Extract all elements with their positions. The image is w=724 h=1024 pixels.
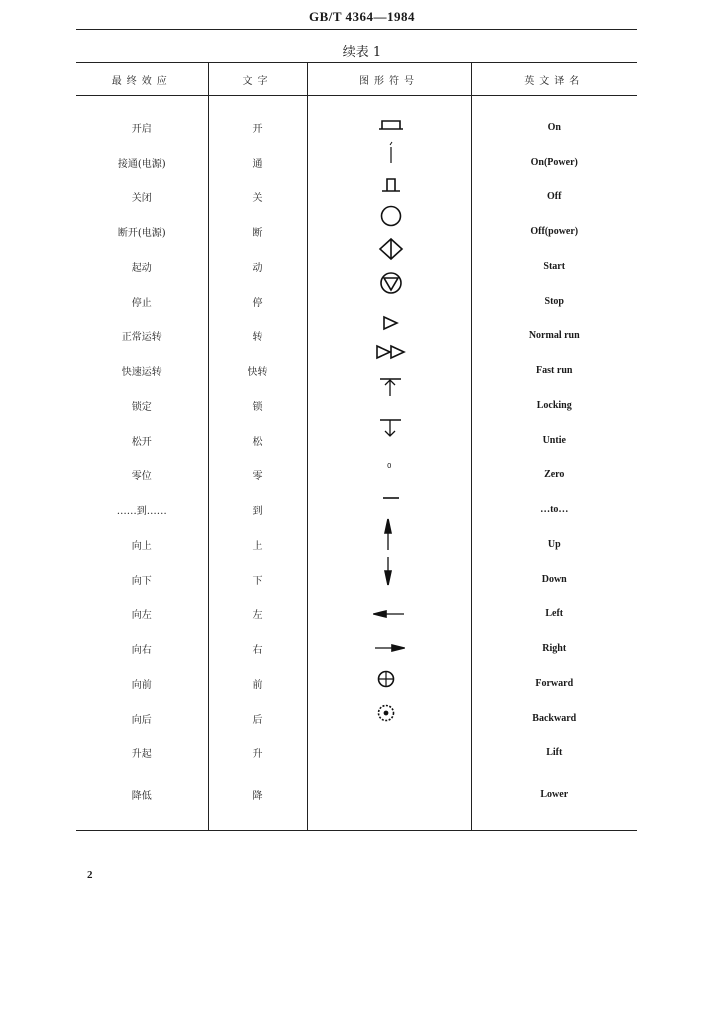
- zero-icon: [387, 462, 391, 470]
- table-caption: 续表 1: [342, 45, 382, 60]
- english-cell: Untie: [542, 434, 566, 446]
- header-rule: [76, 29, 637, 30]
- english-cell: Down: [541, 573, 567, 585]
- char-cell: 转: [208, 319, 307, 354]
- graphic-symbols: [307, 95, 471, 815]
- effect-cell: 停止: [76, 284, 208, 319]
- effect-cell: 起动: [76, 249, 208, 284]
- up-arrow-icon: [385, 519, 391, 550]
- page-number: 2: [87, 869, 93, 881]
- left-arrow-icon: [373, 611, 404, 617]
- off-power-icon: [382, 207, 401, 226]
- backward-icon: [379, 706, 394, 721]
- effect-cell: 降低: [76, 770, 208, 831]
- english-cell: Left: [545, 608, 564, 620]
- column-header-english: 英文译名: [471, 63, 637, 96]
- effect-cell: 向上: [76, 527, 208, 562]
- char-cell: 停: [208, 284, 307, 319]
- normal-run-icon: [384, 317, 397, 329]
- column-header-effect: 最终效应: [76, 63, 208, 96]
- char-cell: 开: [208, 96, 307, 145]
- english-cell: On: [547, 121, 561, 133]
- char-cell: 右: [208, 631, 307, 666]
- fast-run-icon: [377, 346, 404, 358]
- effect-cell: 向右: [76, 631, 208, 666]
- char-cell: 快转: [208, 353, 307, 388]
- english-cell: Stop: [544, 295, 564, 307]
- english-cell: Start: [543, 260, 566, 272]
- start-icon: [380, 239, 402, 259]
- char-cell: 通: [208, 145, 307, 180]
- char-cell: 上: [208, 527, 307, 562]
- effect-cell: 关闭: [76, 180, 208, 215]
- effect-cell: 向下: [76, 562, 208, 597]
- char-cell: 前: [208, 666, 307, 701]
- char-cell: 降: [208, 770, 307, 831]
- english-cell: …to…: [540, 504, 569, 516]
- effect-cell: 正常运转: [76, 319, 208, 354]
- english-cell: Locking: [536, 399, 572, 411]
- char-cell: 左: [208, 597, 307, 632]
- effect-cell: 开启: [76, 96, 208, 145]
- column-header-char: 文字: [208, 63, 307, 96]
- char-cell: 关: [208, 180, 307, 215]
- effect-cell: 锁定: [76, 388, 208, 423]
- english-cell: Off: [547, 191, 562, 203]
- char-cell: 下: [208, 562, 307, 597]
- english-cell: Off(power): [530, 226, 579, 238]
- effect-cell: 接通(电源): [76, 145, 208, 180]
- english-cell: Lower: [540, 788, 569, 800]
- english-cell: Zero: [544, 469, 565, 481]
- effect-cell: 向后: [76, 701, 208, 736]
- on-power-icon: [390, 142, 392, 163]
- english-cell: Lift: [546, 747, 563, 759]
- english-cell: Up: [547, 538, 561, 550]
- char-cell: 断: [208, 214, 307, 249]
- english-cell: Backward: [532, 712, 577, 724]
- char-cell: 松: [208, 423, 307, 458]
- down-arrow-icon: [385, 557, 391, 585]
- char-cell: 升: [208, 736, 307, 771]
- locking-icon: [380, 379, 401, 396]
- off-icon: [382, 179, 400, 191]
- effect-cell: 断开(电源): [76, 214, 208, 249]
- column-header-symbol: 图形符号: [307, 63, 471, 96]
- char-cell: 到: [208, 492, 307, 527]
- char-cell: 动: [208, 249, 307, 284]
- effect-cell: 向左: [76, 597, 208, 632]
- english-cell: Fast run: [536, 365, 573, 377]
- right-arrow-icon: [375, 645, 405, 651]
- english-cell: Forward: [535, 677, 574, 689]
- standard-header: GB/T 4364—1984: [308, 9, 416, 24]
- english-cell: On(Power): [530, 156, 578, 168]
- effect-cell: 向前: [76, 666, 208, 701]
- forward-icon: [379, 672, 394, 687]
- effect-cell: 快速运转: [76, 353, 208, 388]
- effect-cell: 零位: [76, 458, 208, 493]
- table-header-row: [76, 63, 637, 96]
- english-cell: Normal run: [528, 330, 580, 342]
- on-icon: [379, 121, 403, 129]
- effect-cell: 松开: [76, 423, 208, 458]
- char-cell: 零: [208, 458, 307, 493]
- char-cell: 锁: [208, 388, 307, 423]
- stop-icon: [381, 273, 401, 293]
- char-cell: 后: [208, 701, 307, 736]
- effect-cell: ……到……: [76, 492, 208, 527]
- svg-text:0: 0: [387, 462, 392, 470]
- untie-icon: [380, 420, 401, 436]
- english-cell: Right: [542, 643, 567, 655]
- effect-cell: 升起: [76, 736, 208, 771]
